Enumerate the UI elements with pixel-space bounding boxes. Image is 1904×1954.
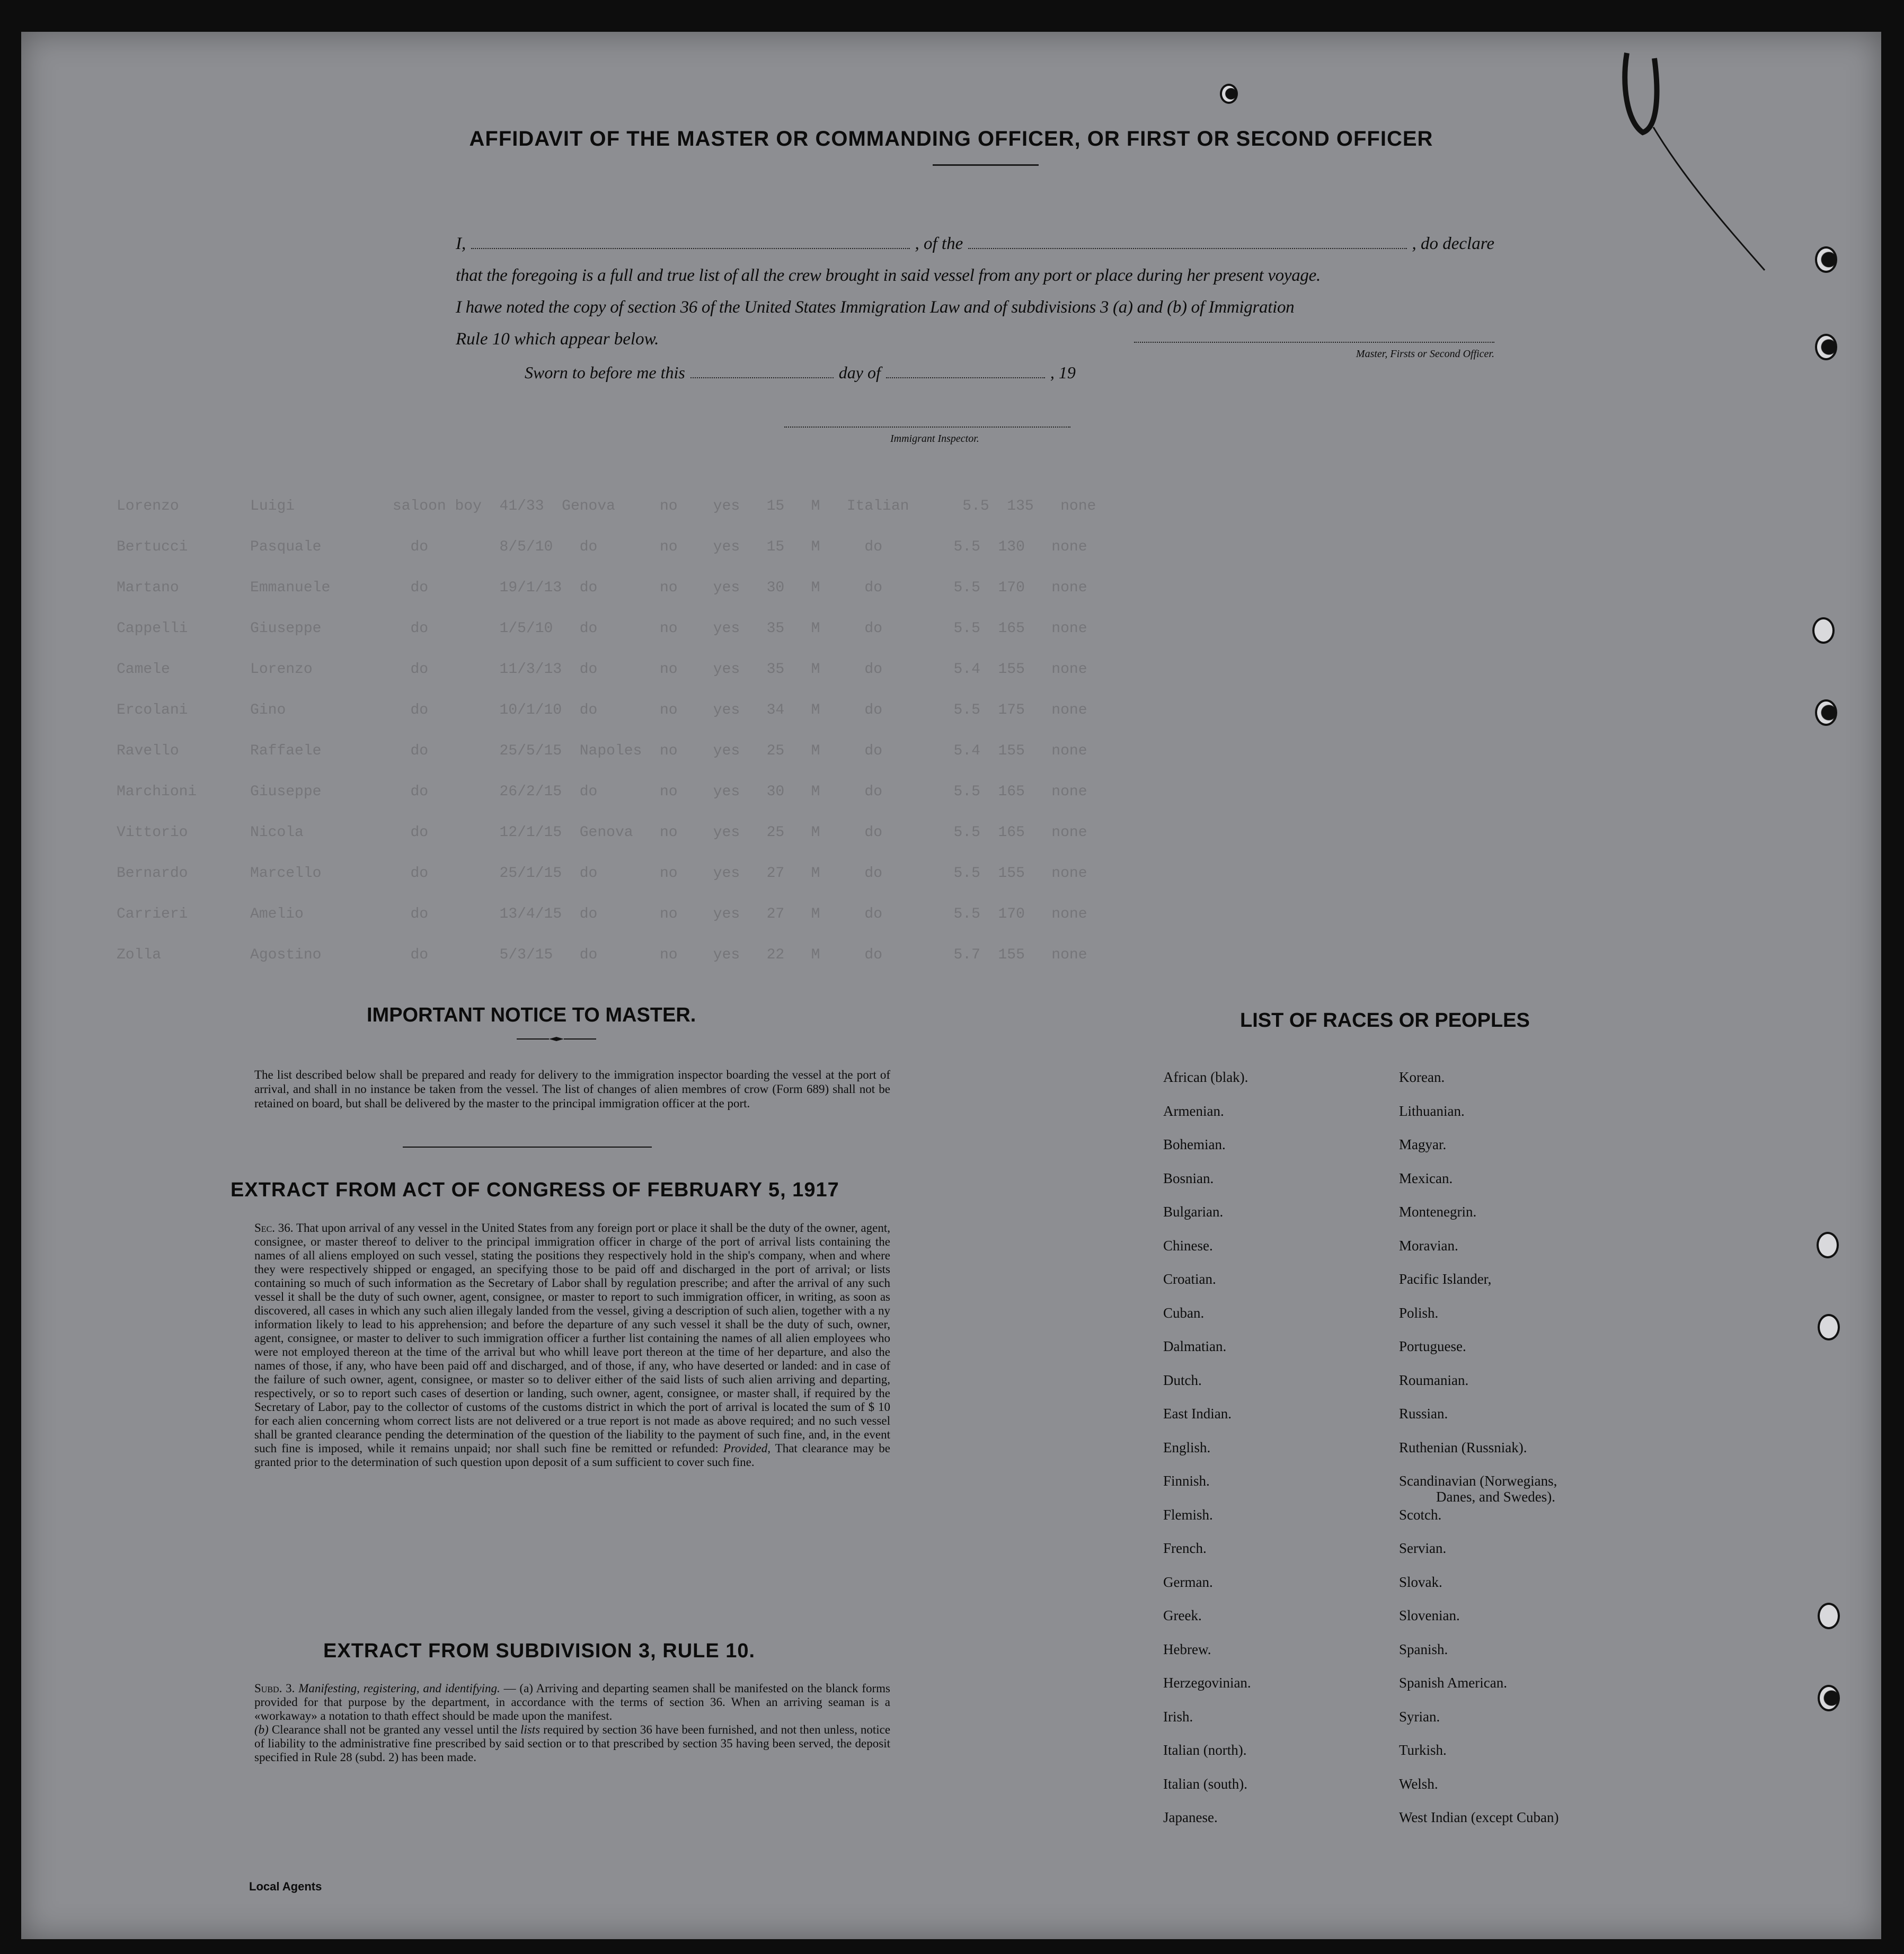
inspector-label: Immigrant Inspector. (890, 433, 979, 445)
race-item: Welsh. (1399, 1775, 1438, 1792)
subd-b-text2: required by section 36 have been furnished, and not then unless, notice of liability to the administrative fine prescribed by said section or to that prescribed by section 35 having been served, the deposit specified in Rule 28 (subd. 2) has been made. (254, 1723, 891, 1764)
declaration-line-1 (456, 228, 1494, 260)
race-item: Herzegovinian. (1163, 1675, 1251, 1691)
bleed-through-texture: Lorenzo Luigi saloon boy 41/33 Genova no yes 15 M Italian 5.5 135 none Bertucci Pasquale do 8/5/10 do no yes 15 M do 5.5 130 none Martano Emmanuele do 19/1/13 do no yes 30 M do 5.5 170 none Cappelli Giuseppe do 1/5/10 do no yes 35 M do 5.5 165 none Camele Lorenzo do 11/3/13 do no yes 35 M do 5.4 155 none Ercolani Gino do 10/1/10 do no yes 34 M do 5.5 175 none Ravello Raffaele do 25/5/15 Napoles no yes 25 M do 5.4 155 none Marchioni Giuseppe do 26/2/15 do no yes 30 M do 5.5 165 none Vittorio Nicola do 12/1/15 Genova no yes 25 M do 5.5 165 none Bernardo Marcello do 25/1/15 do no yes 27 M do 5.5 155 none Carrieri Amelio do 13/4/15 do no yes 27 M do 5.5 170 none Zolla Agostino do 5/3/15 do no yes 22 M do 5.7 155 none (117, 498, 1096, 963)
declaration-line-3: I hawe noted the copy of section 36 of the United States Immigration Law and of subdivisions 3 (a) and (b) of Immigration (456, 298, 1295, 317)
race-item-scandinavian-line1: Scandinavian (Norwegians, (1399, 1473, 1557, 1489)
sworn-month-blank[interactable] (886, 361, 1045, 378)
handwritten-mark-icon (1606, 42, 1775, 281)
race-item: Flemish. (1163, 1506, 1213, 1523)
race-item: French. (1163, 1540, 1207, 1556)
day-of-label: day of (838, 363, 881, 382)
inspector-signature-line[interactable] (784, 427, 1070, 428)
name-blank[interactable] (471, 232, 909, 249)
subd-label: Subd. 3. (254, 1682, 295, 1695)
race-item: Roumanian. (1399, 1372, 1469, 1388)
binder-hole-icon (1815, 334, 1837, 360)
punch-hole-icon (1220, 84, 1238, 104)
race-item: Bosnian. (1163, 1170, 1214, 1186)
title-divider (933, 164, 1039, 166)
race-item: Spanish. (1399, 1641, 1448, 1657)
race-item: Polish. (1399, 1304, 1439, 1321)
extract-act-title: EXTRACT FROM ACT OF CONGRESS OF FEBRUARY 5, 1917 (231, 1179, 839, 1201)
race-item: Moravian. (1399, 1237, 1458, 1254)
sec-label: Sec. 36. (254, 1221, 294, 1234)
declaration-declare: , do declare (1412, 234, 1494, 253)
race-item: Bohemian. (1163, 1136, 1226, 1152)
extract-rule-title: EXTRACT FROM SUBDIVISION 3, RULE 10. (323, 1640, 756, 1662)
sworn-line (525, 361, 1076, 383)
race-item: Spanish American. (1399, 1675, 1507, 1691)
year-label: , 19 (1050, 363, 1076, 382)
races-title: LIST OF RACES OR PEOPLES (1240, 1009, 1530, 1032)
declaration-line-4: Rule 10 which appear below. (456, 330, 659, 349)
race-item: Japanese. (1163, 1809, 1218, 1825)
binder-hole-icon (1817, 1232, 1839, 1258)
declaration-of-the: , of the (915, 234, 963, 253)
race-item: Scotch. (1399, 1506, 1442, 1523)
notice-rule (403, 1147, 652, 1148)
subd-heading: Manifesting, registering, and identifying. (298, 1682, 500, 1695)
race-item: Pacific Islander, (1399, 1271, 1492, 1287)
race-item: Armenian. (1163, 1103, 1224, 1119)
race-item: Italian (north). (1163, 1742, 1247, 1758)
race-item: Portuguese. (1399, 1338, 1466, 1354)
subd-b-lists: lists (520, 1723, 541, 1736)
extract-rule-text (254, 1682, 890, 1764)
race-item: Croatian. (1163, 1271, 1216, 1287)
subd-b-label: (b) (254, 1723, 269, 1736)
race-item-scandinavian (1399, 1473, 1558, 1507)
race-item: Irish. (1163, 1708, 1193, 1725)
binder-hole-icon (1815, 699, 1837, 726)
race-item: Syrian. (1399, 1708, 1440, 1725)
sec-body-end: That clearance may be granted prior to the determination of such question upon deposit of a sum sufficient to cover such fine. (254, 1442, 890, 1469)
race-item-scandinavian-line2: Danes, and Swedes). (1436, 1489, 1555, 1505)
race-item: East Indian. (1163, 1406, 1232, 1422)
declaration-i: I, (456, 234, 466, 253)
master-label: Master, Firsts or Second Officer. (1356, 348, 1494, 360)
binder-hole-icon (1818, 1314, 1840, 1340)
race-item: Finnish. (1163, 1473, 1210, 1489)
subd-a-text: — (a) Arriving and departing seamen shall be manifested on the blanck forms provided for that purpose by the department, in accordance with the terms of section 36. When an arriving seaman is a «workaway» a notation to thath effect should be made upon the manifest. (254, 1682, 891, 1722)
sec-body: That upon arrival of any vessel in the United States from any foreign port or place it shall be the duty of the owner, agent, consignee, or master thereof to deliver to the principal immigration officer in charge of the port of arrival lists containing the names of all aliens employed on such vessel, stating the positions they respectively hold in the ship's company, when and where they were respectively shipped or engaged, an specifying those to be paid off and discharged in the port of arrival; or lists containing so much of such information as the Secretary of Labor shall by regulation prescribe; and after the arrival of any such vessel it shall be the duty of such owner, agent, consignee, or master to report to such immigration officer, in writing, as soon as discovered, all cases in which any such alien illegaly landed from the vessel, giving a description of such alien, together with a ny information likely to lead to his apprehension; and before the departure of any such vessel it shall be the duty of such, owner, agent, consignee, or master to deliver to such immigration officer a further list containing the names of all alien employees who were not employed thereon at the time of the arrival but who whill leave port thereon at the time of her departure, and also the names of those, if any, who have been paid off and discharged, and of those, if any, who have deserted or landed: and in case of the failure of such owner, agent, consignee, or master so to deliver either of the said lists of such alien arriving and departing, respectively, or so to report such cases of desertion or landing, such owner, agent, consignee, or master shall, if required by the Secretary of Labor, pay to the collector of customs of the customs district in which the port of arrival is located the sum of $ 10 for each alien concerning whom correct lists are not delivered or a true report is not made as above required; and no such vessel shall be granted clearance pending the determination of the question of the liability to the payment of such fine, and, in the event such fine is imposed, while it remains unpaid; nor shall such fine be remitted or refunded: (254, 1221, 890, 1455)
document-page (21, 32, 1881, 1939)
master-signature-line[interactable] (1134, 342, 1494, 343)
affidavit-title: AFFIDAVIT OF THE MASTER OR COMMANDING OFFICER, OR FIRST OR SECOND OFFICER (469, 127, 1433, 150)
race-item: West Indian (except Cuban) (1399, 1809, 1559, 1825)
race-item: Bulgarian. (1163, 1204, 1224, 1220)
notice-text: The list described below shall be prepared and ready for delivery to the immigration inspector boarding the vessel at the port of arrival, and shall in no instance be taken from the vessel. The list of changes of alien membres of crow (Form 689) shall not be retained on board, but shall be delivered by the master to the principal immigration officer at the port. (254, 1068, 890, 1110)
race-item: English. (1163, 1439, 1211, 1455)
race-item: Russian. (1399, 1406, 1448, 1422)
race-item: African (blak). (1163, 1069, 1248, 1085)
binder-hole-icon (1812, 617, 1835, 644)
race-item: Magyar. (1399, 1136, 1447, 1152)
extract-act-text (254, 1221, 890, 1469)
race-item: Hebrew. (1163, 1641, 1211, 1657)
binder-hole-icon (1818, 1685, 1840, 1711)
race-item: Turkish. (1399, 1742, 1447, 1758)
race-item: Montenegrin. (1399, 1204, 1477, 1220)
race-item: Slovak. (1399, 1574, 1442, 1590)
races-column-2 (1399, 1069, 1558, 1843)
race-item: Korean. (1399, 1069, 1445, 1085)
subd-b-text1: Clearance shall not be granted any vessel until the (271, 1723, 518, 1736)
sworn-label: Sworn to before me this (525, 363, 685, 382)
binder-hole-icon (1818, 1603, 1840, 1629)
race-item: Cuban. (1163, 1304, 1205, 1321)
race-item: Italian (south). (1163, 1775, 1247, 1792)
race-item: Slovenian. (1399, 1607, 1460, 1623)
race-item: Chinese. (1163, 1237, 1213, 1254)
declaration-line-2: that the foregoing is a full and true list of all the crew brought in said vessel from any port or place during her present voyage. (456, 266, 1321, 285)
race-item: Servian. (1399, 1540, 1447, 1556)
vessel-blank[interactable] (968, 232, 1406, 249)
race-item: Ruthenian (Russniak). (1399, 1439, 1527, 1455)
local-agents-label: Local Agents (249, 1880, 322, 1893)
declaration-block (456, 228, 1494, 355)
provided-label: Provided, (723, 1442, 771, 1455)
race-item: German. (1163, 1574, 1213, 1590)
race-item: Mexican. (1399, 1170, 1453, 1186)
races-column-1 (1163, 1069, 1251, 1843)
sworn-day-blank[interactable] (690, 361, 834, 378)
race-item: Dutch. (1163, 1372, 1202, 1388)
notice-title: IMPORTANT NOTICE TO MASTER. (367, 1004, 696, 1026)
race-item: Lithuanian. (1399, 1103, 1465, 1119)
race-item: Dalmatian. (1163, 1338, 1227, 1354)
binder-hole-icon (1815, 246, 1837, 273)
notice-divider (517, 1037, 596, 1041)
race-item: Greek. (1163, 1607, 1202, 1623)
